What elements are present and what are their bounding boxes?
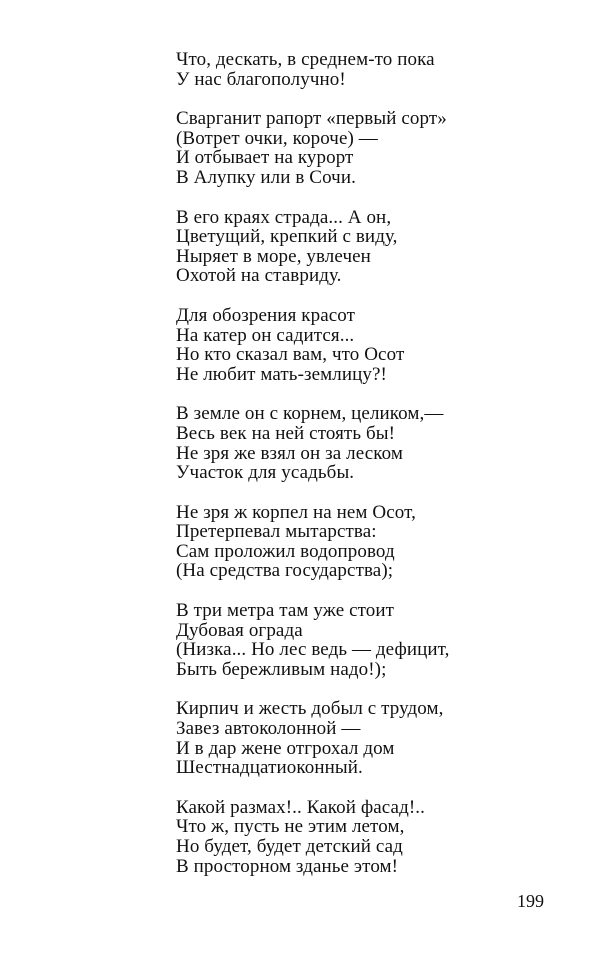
poem-line: В земле он с корнем, целиком,— bbox=[176, 403, 444, 425]
poem-line: Но будет, будет детский сад bbox=[176, 836, 403, 857]
poem-line: Охотой на ставриду. bbox=[176, 265, 342, 287]
poem-line: Ныряет в море, увлечен bbox=[176, 245, 371, 267]
poem-line: Какой размах!.. Какой фасад!.. bbox=[176, 796, 425, 818]
poem-line: Для обозрения красот bbox=[176, 304, 356, 326]
stanza-3 bbox=[176, 208, 556, 286]
poem-line: У нас благополучно! bbox=[176, 68, 346, 90]
poem-line: Что ж, пусть не этим летом, bbox=[176, 816, 405, 838]
stanza-5 bbox=[176, 404, 556, 482]
poem-line: Не зря ж корпел на нем Осот, bbox=[176, 501, 416, 523]
stanza-8 bbox=[176, 699, 556, 777]
poem bbox=[176, 50, 556, 896]
poem-line: Завез автоколонной — bbox=[176, 718, 361, 740]
poem-line: Сварганит рапорт «первый сорт» bbox=[176, 108, 447, 130]
poem-line: В его краях страда... А он, bbox=[176, 206, 392, 228]
poem-line: Сам проложил водопровод bbox=[176, 540, 395, 562]
stanza-4 bbox=[176, 306, 556, 384]
poem-line: И в дар жене отгрохал дом bbox=[176, 737, 395, 759]
poem-line: Но кто сказал вам, что Осот bbox=[176, 344, 405, 366]
poem-line: В просторном зданье этом! bbox=[176, 855, 399, 877]
poem-line: Шестнадцатиоконный. bbox=[176, 757, 363, 779]
poem-line: Дубовая ограда bbox=[176, 619, 303, 641]
poem-line: Цветущий, крепкий с виду, bbox=[176, 226, 398, 248]
poem-line: Претерпевал мытарства: bbox=[176, 521, 377, 543]
poem-line: Быть бережливым надо!); bbox=[176, 658, 387, 680]
page-number: 199 bbox=[517, 891, 544, 911]
poem-line: Не зря же взял он за леском bbox=[176, 442, 403, 464]
poem-line: Что, дескать, в среднем-то пока bbox=[176, 49, 435, 70]
poem-line: В Алупку или в Сочи. bbox=[176, 166, 356, 188]
poem-line: На катер он садится... bbox=[176, 324, 355, 346]
stanza-1 bbox=[176, 50, 556, 89]
poem-line: Не любит мать-землицу?! bbox=[176, 363, 387, 385]
poem-line: (Вотрет очки, короче) — bbox=[176, 127, 378, 149]
poem-line: И отбывает на курорт bbox=[176, 147, 354, 169]
poem-line: Весь век на ней стоять бы! bbox=[176, 422, 396, 444]
poem-line: Участок для усадьбы. bbox=[176, 462, 355, 484]
stanza-7 bbox=[176, 601, 556, 679]
poem-line: В три метра там уже стоит bbox=[176, 600, 395, 622]
poem-line: (Низка... Но лес ведь — дефицит, bbox=[176, 639, 450, 661]
stanza-2 bbox=[176, 109, 556, 187]
poem-line: Кирпич и жесть добыл с трудом, bbox=[176, 698, 444, 720]
poem-line: (На средства государства); bbox=[176, 560, 394, 582]
stanza-9 bbox=[176, 798, 556, 876]
stanza-6 bbox=[176, 503, 556, 581]
